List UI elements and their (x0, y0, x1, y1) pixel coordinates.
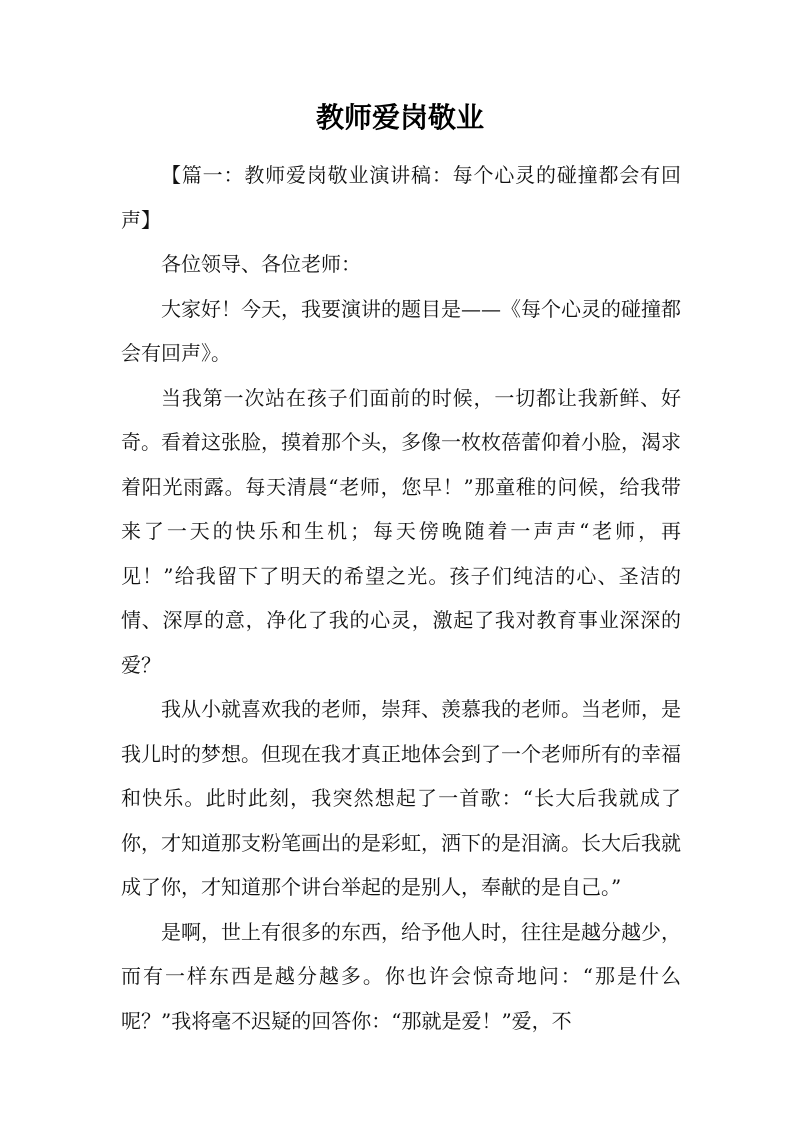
paragraph: 是啊，世上有很多的东西，给予他人时，往往是越分越少，而有一样东西是越分越多。你也许会惊奇地问：“那是什么呢？”我将毫不迟疑的回答你：“那就是爱！”爱，不 (121, 919, 681, 1033)
paragraph: 我从小就喜欢我的老师，崇拜、羡慕我的老师。当老师，是我儿时的梦想。但现在我才真正地体会到了一个老师所有的幸福和快乐。此时此刻，我突然想起了一首歌：“长大后我就成了你，才知道那支粉笔画出的是彩虹，洒下的是泪滴。长大后我就成了你，才知道那个讲台举起的是别人，奉献的是自己。” (121, 697, 681, 899)
paragraph: 大家好！今天，我要演讲的题目是——《每个心灵的碰撞都会有回声》。 (121, 296, 681, 365)
paragraph: 当我第一次站在孩子们面前的时候，一切都让我新鲜、好奇。看着这张脸，摸着那个头，多像一枚枚蓓蕾仰着小脸，渴求着阳光雨露。每天清晨“老师，您早！”那童稚的问候，给我带来了一天的快乐和生机；每天傍晚随着一声声“老师，再见！”给我留下了明天的希望之光。孩子们纯洁的心、圣洁的情、深厚的意，净化了我的心灵，激起了我对教育事业深深的爱？ (121, 385, 681, 677)
document-title: 教师爱岗敬业 (315, 101, 484, 134)
document-body (121, 153, 681, 1043)
paragraph: 各位领导、各位老师： (161, 252, 361, 276)
paragraph: 【篇一：教师爱岗敬业演讲稿：每个心灵的碰撞都会有回声】 (121, 163, 681, 232)
